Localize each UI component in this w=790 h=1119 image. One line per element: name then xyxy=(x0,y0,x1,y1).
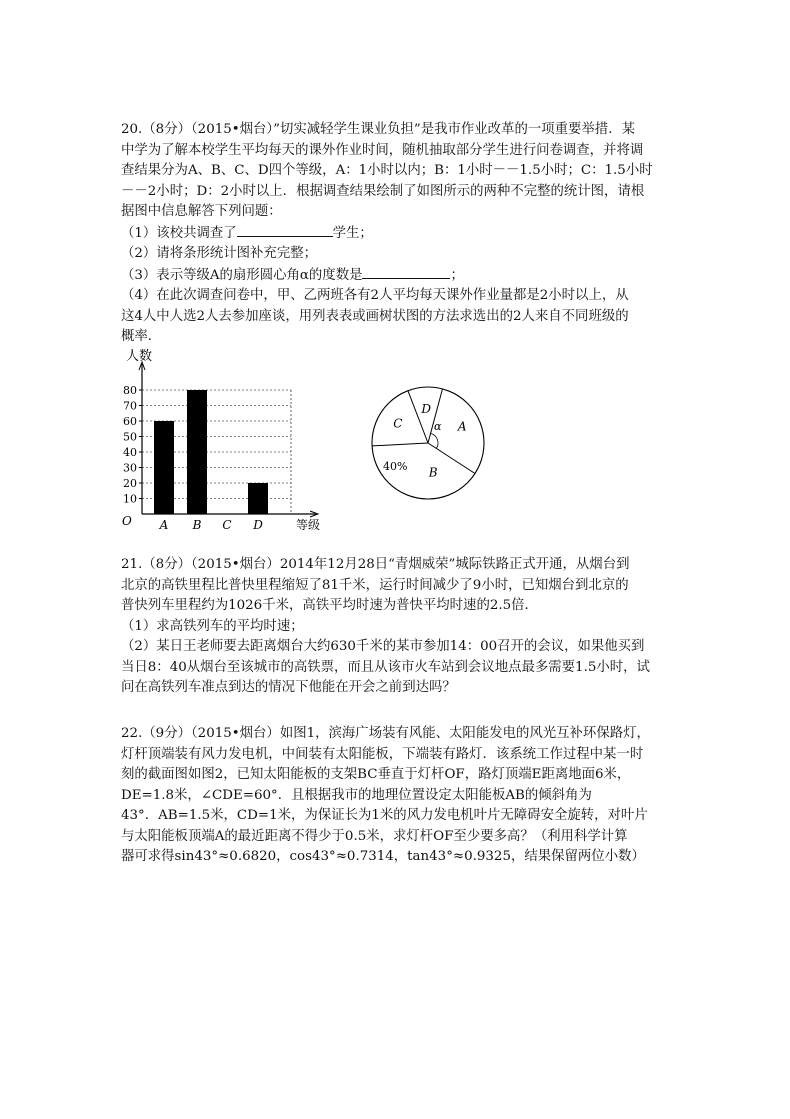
pie-label-a: A xyxy=(457,419,467,434)
q22-line-6: 与太阳能板顶端A的最近距离不得少于0.5米，求灯杆OF至少要多高？（利用科学计算 xyxy=(121,828,628,844)
y-tick-label: 20 xyxy=(123,477,137,490)
x-tick-label: C xyxy=(222,518,232,532)
bar-chart-figure xyxy=(116,348,331,536)
q21-line-6: 当日8：40从烟台至该城市的高铁票，而且从该市火车站到会议地点最多需要1.5小时，试 xyxy=(121,659,650,675)
alpha-label: α xyxy=(434,420,442,433)
y-tick-label: 30 xyxy=(123,461,137,475)
q21-line-4: （1）求高铁列车的平均时速； xyxy=(121,618,304,634)
question-22 xyxy=(121,724,681,868)
q21-line-7: 问在高铁列车准点到达的情况下他能在开会之前到达吗？ xyxy=(121,680,456,695)
y-tick-label: 40 xyxy=(123,446,137,459)
answer-blank-1[interactable] xyxy=(237,223,333,237)
x-tick-label: D xyxy=(253,518,263,532)
pie-label-b: B xyxy=(428,465,438,480)
y-tick-label: 10 xyxy=(123,492,137,506)
q22-line-1: 22.（9分）（2015•烟台）如图1，滨海广场装有风能、太阳能发电的风光互补环保路灯， xyxy=(121,726,650,741)
q20-line-2: 中学为了解本校学生平均每天的课外作业时间，随机抽取部分学生进行问卷调查，并将调 xyxy=(121,142,644,158)
q20-sub4-line-2: 这4人中人选2人去参加座谈，用列表表或画树状图的方法求选出的2人来自不同班级的 xyxy=(121,308,629,324)
x-tick-label: A xyxy=(159,518,169,532)
q22-line-5: 43°．AB=1.5米，CD=1米，为保证长为1米的风力发电机叶片无障碍安全旋转，对叶片 xyxy=(121,808,648,823)
bar-chart xyxy=(116,348,331,536)
x-axis-label: 等级 xyxy=(296,518,321,532)
bar-a xyxy=(154,421,174,514)
q21-line-1: 21.（8分）（2015•烟台）2014年12月28日“青烟威荣”城际铁路正式开通，从烟台到 xyxy=(121,557,630,572)
question-21 xyxy=(121,555,681,699)
q21-line-5: （2）某日王老师要去距离烟台大约630千米的某市参加14：00召开的会议，如果他买到 xyxy=(121,639,645,654)
q20-subquestion-3 xyxy=(121,265,681,287)
q21-line-2: 北京的高铁里程比普快里程缩短了81千米，运行时间减少了9小时，已知烟台到北京的 xyxy=(121,577,629,593)
y-axis-label: 人数 xyxy=(126,349,153,364)
answer-blank-3[interactable] xyxy=(362,265,450,279)
q20-sub1-text: （1）该校共调查了 xyxy=(121,225,237,241)
q20-sub3-tail: ； xyxy=(450,267,464,283)
q20-line-4: －－2小时；D：2小时以上．根据调查结果绘制了如图所示的两种不完整的统计图，请根 xyxy=(121,183,645,199)
x-tick-label: B xyxy=(192,518,202,532)
q22-line-7: 器可求得sin43°≈0.6820，cos43°≈0.7314，tan43°≈0.9325，结果保留两位小数） xyxy=(121,849,645,864)
pie-label-d: D xyxy=(421,402,432,417)
pie-percent-label: 40% xyxy=(383,459,408,473)
q20-subquestion-1 xyxy=(121,223,681,245)
q20-subquestion-2: （2）请将条形统计图补充完整； xyxy=(121,246,317,261)
y-tick-label: 80 xyxy=(123,384,137,397)
question-20 xyxy=(121,120,681,348)
bar-d xyxy=(248,483,268,514)
q20-line-5: 据图中信息解答下列问题： xyxy=(121,204,282,219)
y-tick-label: 50 xyxy=(123,430,137,444)
pie-chart-figure xyxy=(366,380,491,505)
q20-sub4-line-1: （4）在此次调查问卷中，甲、乙两班各有2人平均每天课外作业量都是2小时以上，从 xyxy=(121,288,629,303)
y-tick-label: 60 xyxy=(123,415,137,428)
origin-label: O xyxy=(122,514,132,528)
q21-line-3: 普快列车里程约为1026千米，高铁平均时速为普快平均时速的2.5倍． xyxy=(121,598,538,613)
bar-b xyxy=(187,390,207,514)
q20-sub1-tail: 学生； xyxy=(332,225,373,241)
q22-line-2: 灯杆顶端装有风力发电机，中间装有太阳能板，下端装有路灯．该系统工作过程中某一时 xyxy=(121,746,644,762)
pie-label-c: C xyxy=(393,416,403,431)
q20-line-1: 20.（8分）（2015•烟台）”切实减轻学生课业负担”是我市作业改革的一项重要举措．某 xyxy=(121,122,635,137)
q20-sub3-text: （3）表示等级A的扇形圆心角α的度数是 xyxy=(121,267,363,283)
q22-line-3: 刻的截面图如图2，已知太阳能板的支架BC垂直于灯杆OF，路灯顶端E距离地面6米， xyxy=(121,767,631,782)
q20-line-3: 查结果分为A、B、C、D四个等级，A：1小时以内；B：1小时－－1.5小时；C：1.5小时 xyxy=(121,163,653,178)
q22-line-4: DE=1.8米，∠CDE=60°．且根据我市的地理位置设定太阳能板AB的倾斜角为 xyxy=(121,787,592,803)
pie-chart xyxy=(366,380,491,505)
y-tick-label: 70 xyxy=(123,399,137,413)
q20-sub4-line-3: 概率． xyxy=(121,329,162,344)
